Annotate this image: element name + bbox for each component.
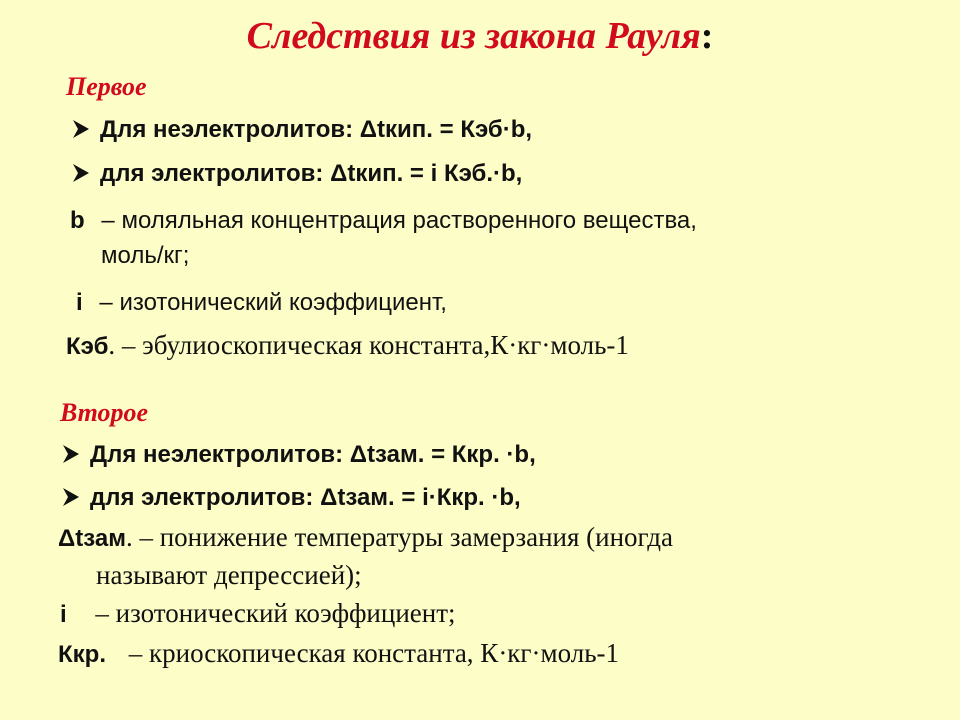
first-def-b-cont: моль/кг; [101, 242, 190, 269]
second-heading: Второе [60, 398, 149, 427]
arrow-bullet-icon [62, 441, 90, 469]
first-def-i [76, 286, 447, 317]
def-k2-text: – криоскопическая константа, К·кг·моль-1 [128, 638, 619, 668]
second-def-k [58, 638, 619, 669]
second-bullet-2-text: для электролитов: Δtзам. = i·Ккр. ·b, [90, 484, 521, 511]
def-k-symbol: Кэб [66, 333, 109, 360]
first-def-b [70, 204, 697, 235]
slide-title [0, 14, 960, 58]
first-bullet-1 [72, 116, 532, 144]
second-bullet-1 [62, 441, 536, 469]
def-t-text: . – понижение температуры замерзания (иногда [125, 522, 674, 552]
first-heading: Первое [66, 72, 147, 101]
def-t-symbol: Δtзам [58, 525, 126, 552]
second-def-t-cont: называют депрессией); [96, 560, 362, 590]
second-def-t [58, 522, 673, 553]
def-i-text: – изотонический коэффициент, [99, 289, 447, 316]
first-bullet-1-text: Для неэлектролитов: Δtкип. = Кэб·b, [100, 116, 533, 143]
second-bullet-1-text: Для неэлектролитов: Δtзам. = Ккр. ·b, [90, 441, 536, 468]
first-bullet-2-text: для электролитов: Δtкип. = i Кэб.·b, [100, 160, 523, 187]
def-i2-text: – изотонический коэффициент; [95, 598, 456, 628]
second-bullet-2 [62, 484, 521, 512]
arrow-bullet-icon [72, 116, 100, 144]
first-bullet-2 [72, 160, 522, 188]
title-colon: : [700, 15, 714, 57]
def-i2-symbol: i [60, 601, 67, 628]
arrow-bullet-icon [72, 160, 100, 188]
second-def-i [60, 598, 456, 629]
first-def-k [66, 330, 629, 361]
def-k2-symbol: Ккр. [58, 641, 106, 668]
title-text: Следствия из закона Рауля [246, 15, 701, 57]
def-b-symbol: b [70, 207, 85, 234]
arrow-bullet-icon [62, 484, 90, 512]
def-k-text: . – эбулиоскопическая константа,К·кг·моль-1 [108, 330, 629, 360]
def-b-text: – моляльная концентрация растворенного вещества, [101, 207, 697, 234]
def-i-symbol: i [76, 289, 83, 316]
